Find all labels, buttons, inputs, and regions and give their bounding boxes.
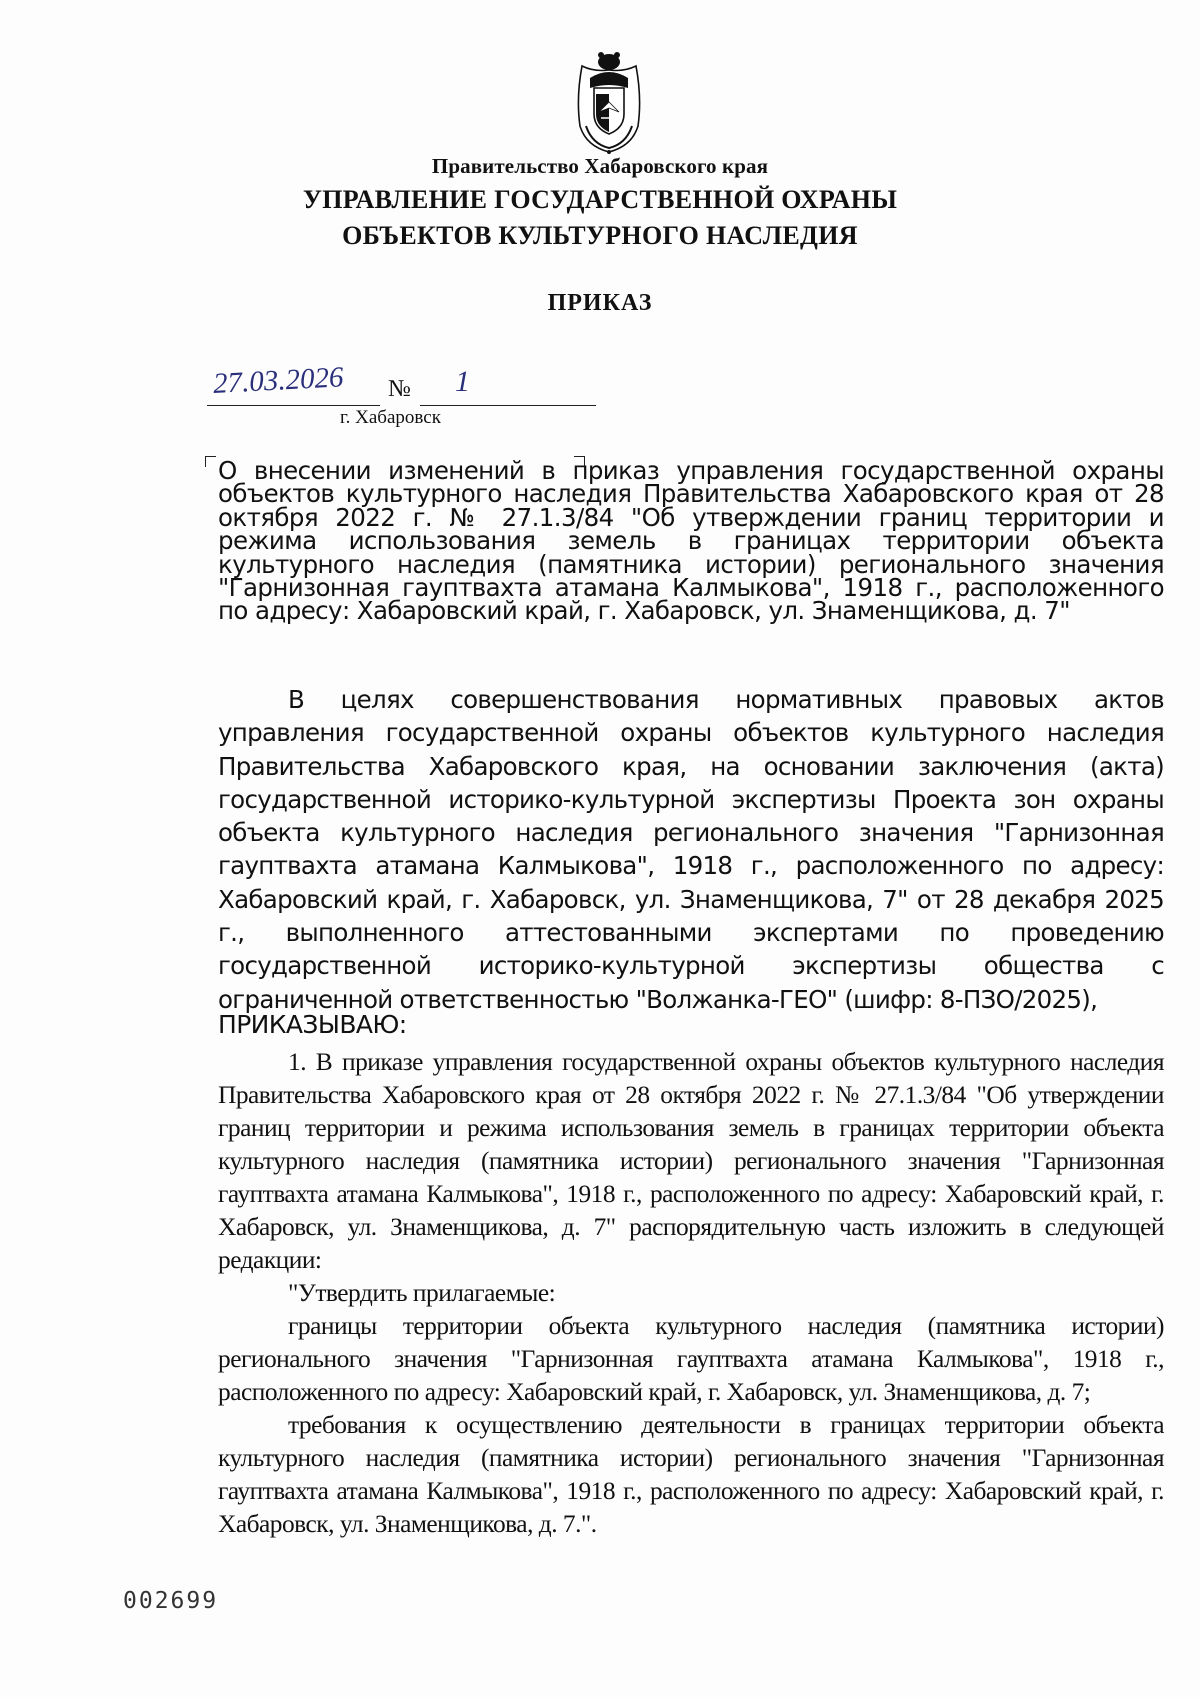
document-subject: О внесении изменений в приказ управления государственной охраны объектов культурного наследия Правительства Хабаровского края от 28 октября 2022 г. № 27.1.3/84 "Об утверждении границ территории и режима использования земель в границах территории объекта культурного наследия (памятника истории) регионального значения "Гарнизонная гауптвахта атамана Калмыкова", 1918 г., расположенного по адресу: Хабаровский край, г. Хабаровск, ул. Знаменщикова, д. 7"	[218, 456, 1164, 626]
subject-bracket-left	[205, 456, 216, 467]
order-items-block	[218, 1046, 1164, 1541]
approved-item-borders: границы территории объекта культурного наследия (памятника истории) регионального значения "Гарнизонная гауптвахта атамана Калмыкова", 1918 г., расположенного по адресу: Хабаровский край, г. Хабаровск, ул. Знаменщикова, д. 7;	[218, 1312, 1164, 1406]
coat-of-arms-icon	[572, 48, 646, 158]
preamble-block	[218, 683, 1164, 1016]
number-sign: №	[388, 376, 411, 402]
approved-item-requirements: требования к осуществлению деятельности в границах территории объекта культурного наследия (памятника истории) регионального значения "Гарнизонная гауптвахта атамана Калмыкова", 1918 г., расположенного по адресу: Хабаровский край, г. Хабаровск, ул. Знаменщикова, д. 7.".	[218, 1411, 1164, 1538]
government-name: Правительство Хабаровского края	[431, 154, 769, 178]
document-date: 27.03.2026	[212, 361, 345, 401]
order-item-1: 1. В приказе управления государственной охраны объектов культурного наследия Правительства Хабаровского края от 28 октября 2022 г. № 27.1.3/84 "Об утверждении границ территории и режима использования земель в границах территории объекта культурного наследия (памятника истории) регионального значения "Гарнизонная гауптвахта атамана Калмыкова", 1918 г., расположенного по адресу: Хабаровский край, г. Хабаровск, ул. Знаменщикова, д. 7" распорядительную часть изложить в следующей редакции:	[218, 1048, 1164, 1274]
issue-city: г. Хабаровск	[340, 407, 441, 428]
serial-number: 002699	[123, 1588, 219, 1614]
preamble-paragraph: В целях совершенствования нормативных правовых актов управления государственной охраны объектов культурного наследия Правительства Хабаровского края, на основании заключения (акта) государственной историко-культурной экспертизы Проекта зон охраны объекта культурного наследия регионального значения "Гарнизонная гауптвахта атамана Калмыкова", 1918 г., расположенного по адресу: Хабаровский край, г. Хабаровск, ул. Знаменщикова, 7" от 28 декабря 2025 г., выполненного аттестованными экспертами по проведению государственной историко-культурной экспертизы общества с ограниченной ответственностью "Волжанка-ГЕО" (шифр: 8-ПЗО/2025),	[218, 685, 1164, 1014]
order-word: ПРИКАЗЫВАЮ:	[218, 1010, 407, 1039]
document-number: 1	[455, 365, 470, 398]
document-type-title: ПРИКАЗ	[547, 290, 653, 316]
department-name-line-2: ОБЪЕКТОВ КУЛЬТУРНОГО НАСЛЕДИЯ	[342, 221, 858, 250]
number-underline	[420, 375, 596, 406]
approve-line: "Утвердить прилагаемые:	[288, 1279, 556, 1307]
department-name-line-1: УПРАВЛЕНИЕ ГОСУДАРСТВЕННОЙ ОХРАНЫ	[302, 185, 898, 214]
